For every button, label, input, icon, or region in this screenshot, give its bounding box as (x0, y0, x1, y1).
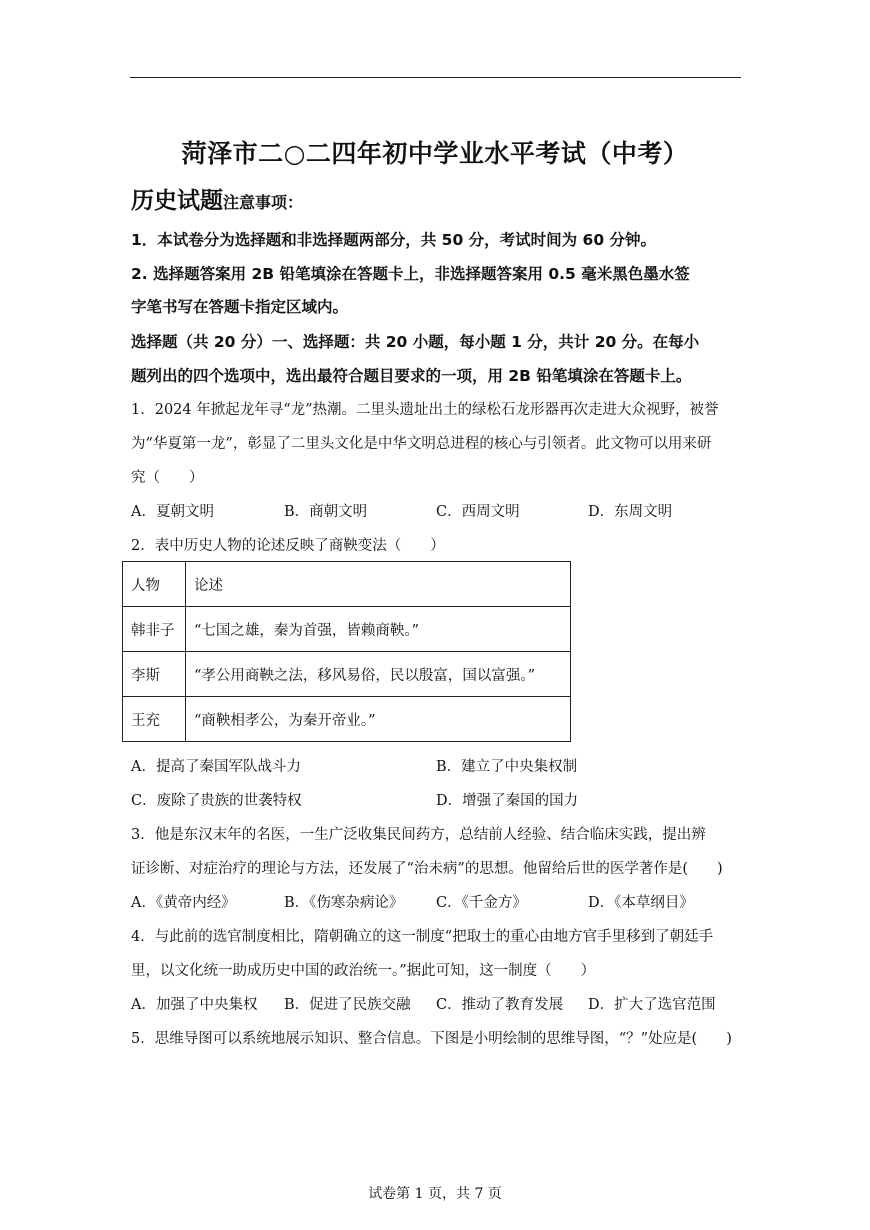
question-4-line: 里，以文化统一助成历史中国的政治统一。”据此可知，这一制度（ ） (131, 963, 596, 979)
q3-option-a[interactable]: A．《黄帝内经》 (131, 895, 236, 911)
question-4-line: 4．与此前的选官制度相比，隋朝确立的这一制度“把取士的重心由地方官手里移到了朝廷手 (131, 929, 714, 945)
table-row (123, 697, 571, 742)
q2-option-a[interactable]: A．提高了秦国军队战斗力 (131, 759, 301, 775)
q1-option-a[interactable]: A．夏朝文明 (131, 504, 214, 520)
q4-option-d[interactable]: D．扩大了选官范围 (588, 997, 716, 1013)
table-cell-person: 李斯 (123, 652, 186, 697)
q2-option-c[interactable]: C．废除了贵族的世袭特权 (131, 793, 302, 809)
table-cell-statement: “商鞅相孝公，为秦开帝业。” (186, 697, 571, 742)
q4-option-c[interactable]: C．推动了教育发展 (436, 997, 564, 1013)
q1-option-c[interactable]: C．西周文明 (436, 504, 520, 520)
instruction-line: 2. 选择题答案用 2B 铅笔填涂在答题卡上，非选择题答案用 0.5 毫米黑色墨水签 (131, 265, 690, 283)
question-1-line: 为“华夏第一龙”，彰显了二里头文化是中华文明总进程的核心与引领者。此文物可以用来研 (131, 436, 712, 452)
question-1-line: 究（ ） (131, 470, 204, 486)
instruction-line: 字笔书写在答题卡指定区域内。 (131, 298, 349, 316)
table-cell-statement: “孝公用商鞅之法，移风易俗，民以殷富，国以富强。” (186, 652, 571, 697)
page-footer: 试卷第 1 页，共 7 页 (368, 1186, 502, 1202)
q3-option-c[interactable]: C．《千金方》 (436, 895, 527, 911)
table-row (123, 607, 571, 652)
instruction-line: 题列出的四个选项中，选出最符合题目要求的一项，用 2B 铅笔填涂在答题卡上。 (131, 367, 692, 385)
header-rule (130, 77, 741, 78)
q2-option-d[interactable]: D．增强了秦国的国力 (436, 793, 579, 809)
q3-option-b[interactable]: B．《伤寒杂病论》 (284, 895, 404, 911)
question-2-stem: 2．表中历史人物的论述反映了商鞅变法（ ） (131, 538, 445, 554)
table-header-person: 人物 (123, 562, 186, 607)
q1-option-b[interactable]: B．商朝文明 (284, 504, 368, 520)
table-header-row (123, 562, 571, 607)
instruction-line: 1．本试卷分为选择题和非选择题两部分，共 50 分，考试时间为 60 分钟。 (131, 231, 657, 249)
table-cell-person: 韩非子 (123, 607, 186, 652)
table-row (123, 652, 571, 697)
exam-title: 菏泽市二○二四年初中学业水平考试（中考） (181, 139, 689, 168)
question-3-line: 3．他是东汉末年的名医，一生广泛收集民间药方，总结前人经验、结合临床实践，提出辨 (131, 827, 706, 843)
q4-option-b[interactable]: B．促进了民族交融 (284, 997, 411, 1013)
table-header-statement: 论述 (186, 562, 571, 607)
subject-title: 历史试题 (131, 188, 223, 214)
q2-option-b[interactable]: B．建立了中央集权制 (436, 759, 578, 775)
q3-option-d[interactable]: D．《本草纲目》 (588, 895, 694, 911)
notes-label: 注意事项： (223, 193, 304, 212)
q1-option-d[interactable]: D．东周文明 (588, 504, 673, 520)
question-1-line: 1．2024 年掀起龙年寻“龙”热潮。二里头遗址出土的绿松石龙形器再次走进大众视野，被誉 (131, 402, 719, 418)
instruction-line: 选择题（共 20 分）一、选择题：共 20 小题，每小题 1 分，共计 20 分。在每小 (131, 333, 700, 351)
question-3-line: 证诊断、对症治疗的理论与方法，还发展了“治未病”的思想。他留给后世的医学著作是( ) (131, 861, 723, 877)
question-5-stem: 5．思维导图可以系统地展示知识、整合信息。下图是小明绘制的思维导图，“？”处应是( ) (131, 1031, 732, 1047)
table-cell-statement: “七国之雄，秦为首强，皆赖商鞅。” (186, 607, 571, 652)
q4-option-a[interactable]: A．加强了中央集权 (131, 997, 258, 1013)
quote-table (122, 561, 571, 742)
table-cell-person: 王充 (123, 697, 186, 742)
subject-line (131, 182, 303, 215)
